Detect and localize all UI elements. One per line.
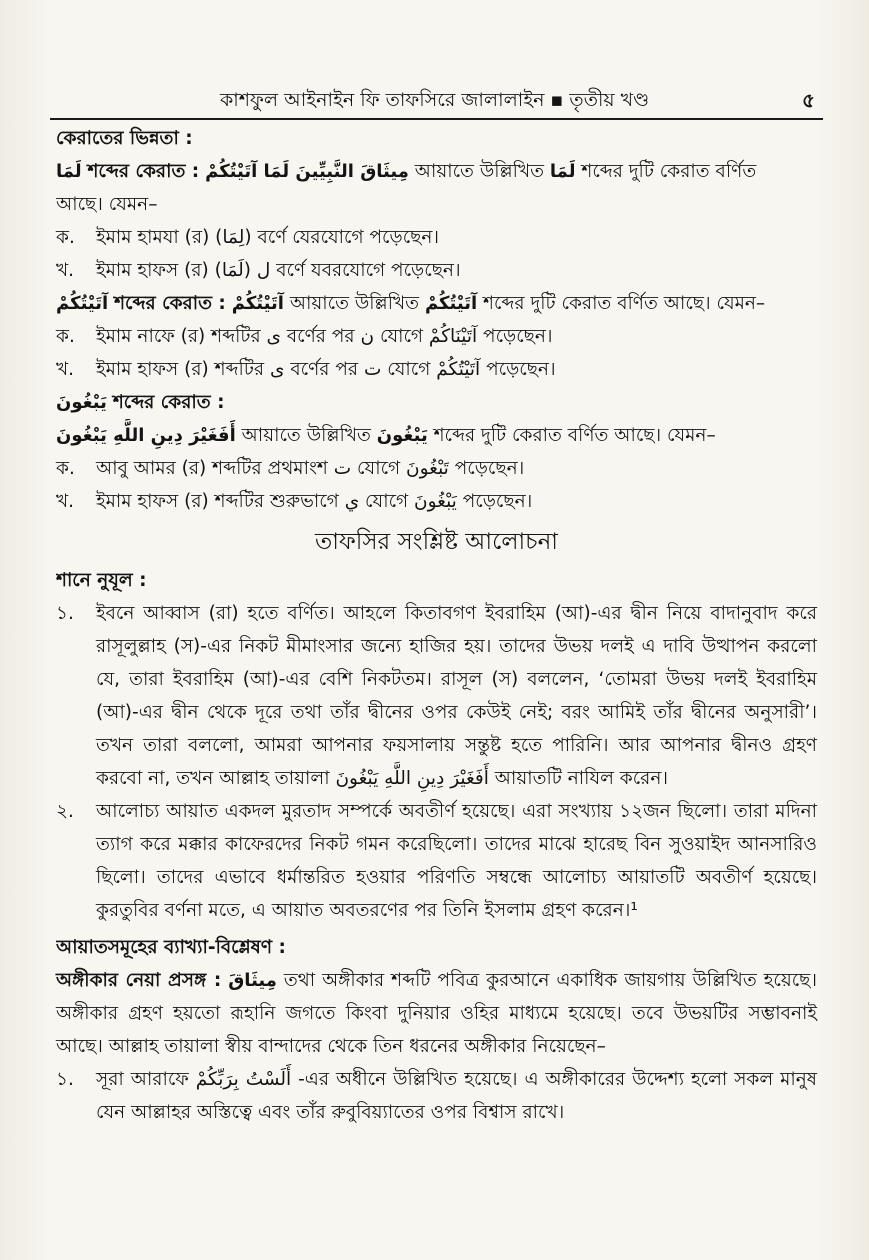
lamma-arabic-word: لَمَا [56,161,82,182]
ataytukum-label: শব্দের কেরাত : [114,293,226,314]
shane-nuzul-heading: শানে নুযূল : [56,570,147,591]
list-marker: ক. [56,458,75,479]
paragraph-marker: ১. [56,603,74,624]
ataytukum-text: আয়াতে উল্লিখিত [289,293,420,314]
yabghun-label: শব্দের কেরাত : [112,392,225,413]
list-text: ইমাম হাফস (র) শব্দটির শুরুভাগে ي যোগে يَبْغُونَ পড়েছেন। [96,491,533,512]
list-item [56,485,817,518]
list-marker: ক. [56,326,75,347]
ataytukum-verse: آتَيْتُكُمْ [231,293,284,314]
qirat-heading: কেরাতের ভিন্নতা : [56,128,193,149]
list-item [56,353,817,386]
lamma-arabic-word-2: لَمَا [549,161,576,182]
yabghun-text: আয়াতে উল্লিখিত [241,425,371,446]
list-item [56,452,817,485]
section-title: তাফসির সংশ্লিষ্ট আলোচনা [315,529,558,555]
list-text: ইমাম নাফে (র) শব্দটির ى বর্ণের পর ن যোগে آتَيْنَاكُمْ পড়েছেন। [96,326,553,347]
paragraph-text: আলোচ্য আয়াত একদল মুরতাদ সম্পর্কে অবতীর্ণ হয়েছে। এরা সংখ্যায় ১২জন ছিলো। তারা মদিনা ত্যাগ করে মক্কার কাফেরদের নিকট গমন করেছিলো। তাদের মাঝে হারেছ বিন সুওয়াইদ আনসারিও ছিলো। তাদের এভাবে ধর্মান্তরিত হওয়ার পরিণতি সম্বন্ধে আলোচ্য আয়াতটি অবতীর্ণ হয়েছে। কুরতুবির বর্ণনা মতে, এ আয়াত অবতরণের পর তিনি ইসলাম গ্রহণ করেন।¹ [96,801,817,921]
yabghun-arabic-word-2: يَبْغُونَ [376,425,428,446]
yabghun-text-2: শব্দের দুটি কেরাত বর্ণিত আছে। যেমন– [433,425,716,446]
list-text: আবু আমর (র) শব্দটির প্রথমাংশ ت যোগে تَبْغُونَ পড়েছেন। [96,458,525,479]
explanation-paragraph [56,964,817,1063]
paragraph-text: ইবনে আব্বাস (রা) হতে বর্ণিত। আহলে কিতাবগণ ইবরাহিম (আ)-এর দ্বীন নিয়ে বাদানুবাদ করে রাসূলুল্লাহ (স)-এর নিকট মীমাংসার জন্যে হাজির হয়। তাদের উভয় দলই এ দাবি উত্থাপন করলো যে, তারা ইবরাহিম (আ)-এর বেশি নিকটতম। রাসূল (স) বললেন, ‘তোমরা উভয় দলই ইবরাহিম (আ)-এর দ্বীন থেকে দূরে তথা তাঁর দ্বীনের ওপর কেউই নেই; বরং আমিই তাঁর দ্বীনের অনুসারী’। তখন তারা বললো, আমরা আপনার ফয়সালায় সন্তুষ্ট হতে পারিনি। আর আপনার দ্বীনও গ্রহণ করবো না, তখন আল্লাহ তায়ালা أَفَغَيْرَ دِينِ اللَّهِ يَبْغُونَ আয়াতটি নাযিল করেন। [96,603,817,789]
list-item [56,320,817,353]
yabghun-qirat-line [56,419,817,452]
list-item [56,254,817,287]
list-text: ইমাম হামযা (র) (لِمَا) বর্ণে যেরযোগে পড়েছেন। [96,227,439,248]
list-marker: খ. [56,491,75,512]
yabghun-arabic-word: يَبْغُونَ [56,392,107,413]
ataytukum-qirat-line [56,287,817,320]
ataytukum-arabic-word-2: آتَيْتُكُمْ [424,293,478,314]
paragraph-marker: ১. [56,1069,74,1090]
list-text: ইমাম হাফস (র) শব্দটির ى বর্ণের পর ت যোগে آتَيْتُكُمْ পড়েছেন। [96,359,556,380]
paragraph [56,597,817,795]
paragraph [56,1063,817,1129]
yabghun-heading-line [56,386,817,419]
paragraph-marker: ২. [56,801,74,822]
explanation-heading: আয়াতসমূহের ব্যাখ্যা-বিশ্লেষণ : [56,937,286,958]
list-item [56,221,817,254]
lamma-text-2: শব্দের দুটি কেরাত বর্ণিত [581,161,757,182]
yabghun-verse: أَفَغَيْرَ دِينِ اللَّهِ يَبْغُونَ [56,425,236,446]
ataytukum-text-2: শব্দের দুটি কেরাত বর্ণিত আছে। যেমন– [483,293,766,314]
list-marker: খ. [56,359,75,380]
paragraph-text: সূরা আরাফে أَلَسْتُ بِرَبِّكُمْ -এর অধীনে উল্লিখিত হয়েছে। এ অঙ্গীকারের উদ্দেশ্য হলো সকল মানুষ যেন আল্লাহর অস্তিত্বে এবং তাঁর রুবুবিয়্যাতের ওপর বিশ্বাস রাখে। [96,1069,817,1123]
lamma-cont: আছে। যেমন– [56,194,158,215]
paragraph [56,795,817,927]
ataytukum-arabic-word: آتَيْتُكُمْ [56,293,109,314]
explanation-arabic: مِيثَاقَ [228,970,277,991]
lamma-verse: مِيثَاقَ النَّبِيِّينَ لَمَا آتَيْتُكُمْ [205,161,409,182]
explanation-label: অঙ্গীকার নেয়া প্রসঙ্গ : [56,970,222,991]
lamma-text: আয়াতে উল্লিখিত [414,161,545,182]
lamma-qirat-line [56,155,817,188]
running-title: কাশফুল আইনাইন ফি তাফসিরে জালালাইন ▪ তৃতীয় খণ্ড [220,89,650,111]
explanation-text: তথা অঙ্গীকার শব্দটি পবিত্র কুরআনে একাধিক জায়গায় উল্লিখিত হয়েছে। অঙ্গীকার গ্রহণ হয়তো রূহানি জগতে কিংবা দুনিয়ার ওহির মাধ্যমে হয়েছে। তবে উভয়টির সম্ভাবনাই আছে। আল্লাহ তায়ালা স্বীয় বান্দাদের থেকে তিন ধরনের অঙ্গীকার নিয়েছেন– [56,970,818,1057]
page-number: ৫ [802,88,815,112]
lamma-label: শব্দের কেরাত : [87,161,200,182]
list-marker: খ. [56,260,75,281]
page-content [56,122,817,1129]
page-header [50,86,823,120]
list-marker: ক. [56,227,75,248]
list-text: ইমাম হাফস (র) (لَمَا) ل বর্ণে যবরযোগে পড়েছেন। [96,260,461,281]
